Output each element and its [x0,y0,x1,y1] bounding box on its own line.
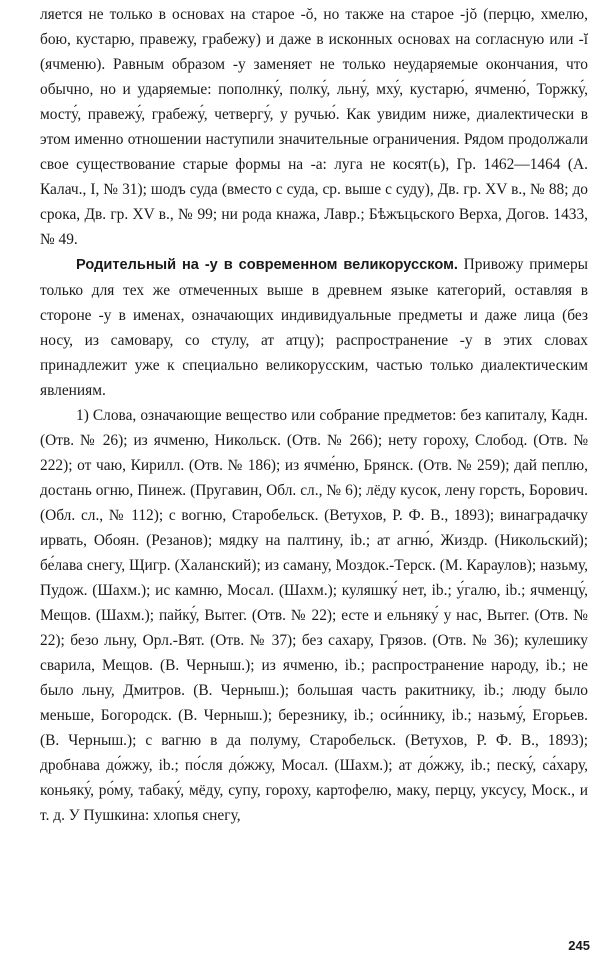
paragraph-1: ляется не только в основах на старое -ŏ, но также на старое -jŏ (перцю, хмелю, бою, кустарю, правежу, грабежу) и даже в исконных основах на согласную или -ĭ (ячменю). Равным образом -у заменяет не только неударяемые окончания, что обычно, но и ударяемые: пополнку́, полку́, льну́, мху́, кустарю́, ячменю́, Торжку́, мосту́, правежу́, грабежу́, четвергу́, у ручью́. Как увидим ниже, диалектически в этом именно отношении наступили значительные ограничения. Рядом продолжали свое существование старые формы на -а: луга не косят(ь), Гр. 1462—1464 (А. Калач., I, № 31); шодъ суда (вместо с суда, ср. выше с суду), Дв. гр. XV в., № 88; до срока, Дв. гр. XV в., № 99; ни рода кнажа, Лавр.; Бѣжъцьского Верха, Догов. 1433, № 49. [40,6,588,248]
paragraph-2-body: примеры только для тех же отмеченных выше в древнем языке категорий, оставляя в стороне -у в именах, означающих индивидуальные предметы и даже лица (без носу, из самовару, со стулу, ат атцу); распространение -у в этих словах принадлежит уже к специально великорусским, частью только диалектическим явлениям. [40,256,588,399]
paragraph-3: 1) Слова, означающие вещество или собрание предметов: без капиталу, Кадн. (Отв. № 26); из ячменю, Никольск. (Отв. № 266); нету гороху, Слобод. (Отв. № 222); от чаю, Кирилл. (Отв. № 186); из ячме́ню, Брянск. (Отв. № 259); дай пеплю, достань огню, Пинеж. (Пругавин, Обл. сл., № 6); лёду кусок, лену горсть, Борович. (Обл. сл., № 112); с вогню, Старобельск. (Ветухов, Р. Ф. В., 1893); винаградачку ирвать, Обоян. (Резанов); мядку на палтину, ib.; ат агню́, Жиздр. (Никольский); бе́лава снегу, Щигр. (Халанский); из саману, Моздок.-Терск. (М. Караулов); назьму, Пудож. (Шахм.); ис камню, Мосал. (Шахм.); куляшку́ нет, ib.; у́галю, ib.; ячменцу́, Мещов. (Шахм.); пайку́, Вытег. (Отв. № 22); есте и ельняку́ у нас, Вытег. (Отв. № 22); безо льну, Орл.-Вят. (Отв. № 37); без сахару, Грязов. (Отв. № 36); кулешику сварила, Мещов. (В. Черныш.); из ячменю, ib.; распространение народу, ib.; не было льну, Дмитров. (В. Черныш.); большая часть ракитнику, ib.; люду было меньше, Богородск. (В. Черныш.); березнику, ib.; оси́ннику, ib.; назьму́, Егорьев. (В. Черныш.); с вагню в да полуму, Старобельск. (Ветухов, Р. Ф. В., 1893); дробнава до́жжу, ib.; по́сля до́жжу, Мосал. (Шахм.); ат до́жжу, ib.; песку́, са́хару, коньяку́, ро́му, табаку́, мёду, супу, гороху, картофелю, маку, перцу, уксусу, Моск., и т. д. У Пушкина: хлопья снегу, [40,407,588,824]
section-heading-tail: Привожу [457,256,524,273]
section-heading: Родительный на -у в современном великорусском. [76,257,458,273]
page-body [40,2,588,828]
page-number: 245 [568,938,590,953]
paragraph-2 [40,252,588,403]
